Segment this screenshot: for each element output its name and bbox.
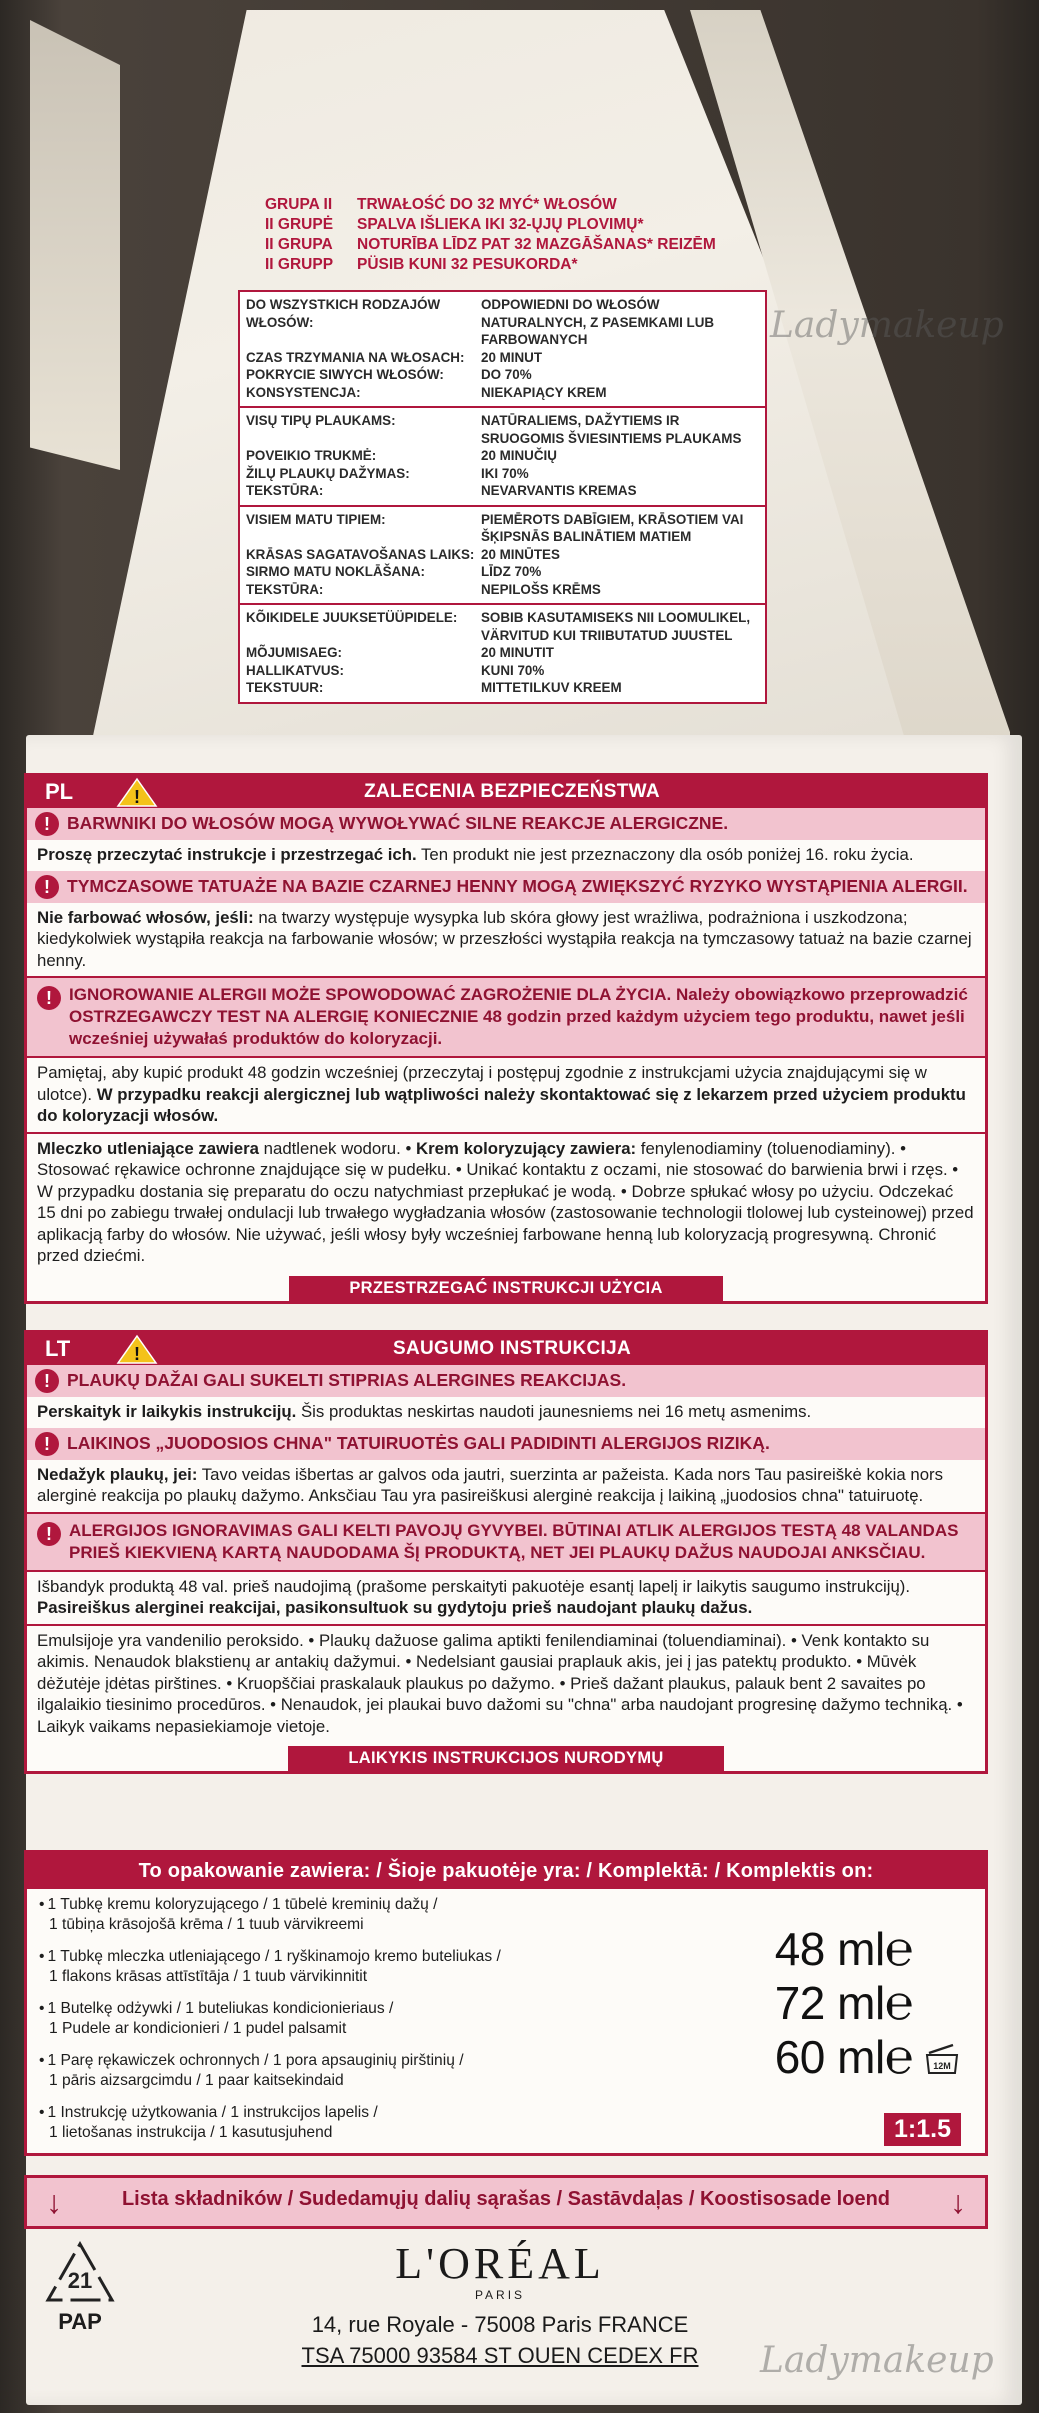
spec-label: SIRMO MATU NOKLĀŠANA: xyxy=(246,564,426,579)
paragraph xyxy=(27,1460,985,1512)
alert-text: IGNOROWANIE ALERGII MOŻE SPOWODOWAĆ ZAGROŻENIE DLA ŻYCIA. Należy obowiązkowo przeprowadzić OSTRZEGAWCZY TEST NA ALERGIĘ KONIECZNIE 48 godzin przed każdym użyciem tego produktu, nawet jeśli wcześniej używałaś produktów do koloryzacji. xyxy=(69,985,968,1048)
watermark: Ladymakeup xyxy=(760,2340,994,2381)
watermark: Ladymakeup xyxy=(770,305,1004,346)
item-line: 1 pāris aizsargcimdu / 1 paar kaitsekindaid xyxy=(49,2072,344,2089)
estimated-sign-icon: ℮ xyxy=(884,1977,913,2030)
paragraph-bold: Nie farbować włosów, jeśli: xyxy=(37,907,254,927)
paragraph-text: Šis produktas neskirtas naudoti jaunesniems nei 16 metų asmenims. xyxy=(296,1402,812,1421)
recycle-number: 21 xyxy=(67,2268,93,2293)
group-value: TRWAŁOŚĆ DO 32 MYĆ* WŁOSÓW xyxy=(357,196,617,213)
spec-label: MÕJUMISAEG: xyxy=(246,645,342,660)
spec-label: KRĀSAS SAGATAVOŠANAS LAIKS: xyxy=(246,546,475,562)
spec-label: POKRYCIE SIWYCH WŁOSÓW: xyxy=(246,367,444,382)
paragraph-bold: Mleczko utleniające zawiera xyxy=(37,1138,259,1158)
spec-value: MITTETILKUV KREEM xyxy=(481,680,622,695)
spec-block-et xyxy=(240,605,765,702)
group-key: II GRUPĖ xyxy=(265,216,334,233)
paragraph-bold: Krem koloryzujący zawiera: xyxy=(416,1138,637,1158)
language-code: PL xyxy=(45,779,74,804)
section-header xyxy=(27,1333,985,1365)
alert-text: ALERGIJOS IGNORAVIMAS GALI KELTI PAVOJŲ GYVYBEI. BŪTINAI ATLIK ALERGIJOS TESTĄ 48 VALANDAS PRIEŠ KIEKVIENĄ KARTĄ NAUDODAMA ŠĮ PRODUKTĄ, NET JEI PLAUKŲ DAŽUS NAUDOJAI ANKSČIAU. xyxy=(69,1520,959,1562)
paragraph xyxy=(27,1572,985,1624)
spec-value: 20 MINUČIŲ xyxy=(481,448,557,463)
paragraph-bold: Nedažyk plaukų, jei: xyxy=(37,1464,198,1484)
item-line: • 1 Tubkę mleczka utleniającego / 1 ryškinamojo kremo buteliukas / xyxy=(39,1947,659,1967)
exclamation-icon: ! xyxy=(35,812,59,836)
paragraph-bold: Proszę przeczytać instrukcje i przestrzegać ich. xyxy=(37,845,417,864)
spec-block-pl xyxy=(240,292,765,408)
spec-value: NEPILOŠS KRĒMS xyxy=(481,581,601,597)
item-line: • 1 Instrukcję użytkowania / 1 instrukcijos lapelis / xyxy=(39,2103,659,2123)
manufacturer-address-2: TSA 75000 93584 ST OUEN CEDEX FR xyxy=(301,2343,699,2368)
paragraph xyxy=(27,1397,985,1428)
contents-header: To opakowanie zawiera: / Šioje pakuotėje yra: / Komplektā: / Komplektis on: xyxy=(27,1853,985,1889)
section-header xyxy=(27,776,985,808)
technical-spec-table xyxy=(238,290,767,704)
group-value: SPALVA IŠLIEKA IKI 32-ŲJŲ PLOVIMŲ* xyxy=(357,216,644,233)
paragraph xyxy=(27,840,985,871)
list-item xyxy=(39,1947,659,1987)
spec-label: HALLIKATVUS: xyxy=(246,662,344,678)
paragraph-text: Ten produkt nie jest przeznaczony dla osób poniżej 16. roku życia. xyxy=(416,845,914,864)
footer-label: PRZESTRZEGAĆ INSTRUKCJI UŻYCIA xyxy=(289,1276,722,1301)
brand-logo: L'ORÉAL xyxy=(395,2239,605,2288)
recycle-code: PAP xyxy=(58,2309,102,2334)
group-key: GRUPA II xyxy=(265,196,333,213)
paragraph xyxy=(27,1134,985,1272)
spec-value: NATŪRALIEMS, DAŽYTIEMS IR SRUOGOMIS ŠVIESINTIEMS PLAUKAMS xyxy=(481,413,742,446)
spec-block-lt xyxy=(240,408,765,507)
spec-block-lv xyxy=(240,507,765,606)
alert-bar xyxy=(27,808,985,840)
section-title: ZALECENIA BEZPIECZEŃSTWA xyxy=(364,781,660,802)
item-line: 1 tūbiņa krāsojošā krēma / 1 tuub värvikreemi xyxy=(49,1916,364,1933)
spec-label: KÕIKIDELE JUUKSETÜÜPIDELE: xyxy=(246,610,458,625)
item-line: 1 lietošanas instrukcija / 1 kasutusjuhend xyxy=(49,2124,333,2141)
group-value: NOTURĪBA LĪDZ PAT 32 MAZGĀŠANAS* REIZĒM xyxy=(357,236,716,253)
spec-value: DO 70% xyxy=(481,367,532,382)
paragraph xyxy=(27,903,985,977)
warning-triangle-icon xyxy=(115,776,159,808)
estimated-sign-icon: ℮ xyxy=(884,2031,913,2084)
volume-value: 60 ml xyxy=(774,2031,885,2083)
paragraph-text: na twarzy występuje wysypka lub skóra głowy jest wrażliwa, podrażniona i uszkodzona; kiedykolwiek wystąpiła reakcja na farbowanie włosów; w przeszłości wystąpiła reakcja na tymczasowy tatuaż na bazie czarnej henny. xyxy=(37,907,972,970)
svg-text:!: ! xyxy=(134,1344,140,1364)
item-line: 1 flakons krāsas attīstītāja / 1 tuub värvikinnitit xyxy=(49,1968,368,1985)
pao-months: 12M xyxy=(933,2061,951,2071)
paragraph-text: Tavo veidas išbertas ar galvos oda jautri, suerzinta ar pažeista. Kada nors Tau pasireiškė kokia nors alerginė reakcija po plaukų dažymo. Anksčiau Tau yra pasireiškusi alerginė reakcija į laikiną „juodosios chna" tatuiruotę. xyxy=(37,1464,944,1505)
volume-conditioner xyxy=(683,2031,913,2084)
paragraph-bold: W przypadku reakcji alergicznej lub wątpliwości należy skontaktować się z lekarzem przed użyciem produktu do koloryzacji włosów. xyxy=(37,1084,966,1125)
paragraph xyxy=(27,1058,985,1132)
spec-value: 20 MINUT xyxy=(481,349,543,365)
exclamation-icon: ! xyxy=(35,1369,59,1393)
manufacturer-address: 14, rue Royale - 75008 Paris FRANCE xyxy=(311,2312,689,2337)
alert-text: PLAUKŲ DAŽAI GALI SUKELTI STIPRIAS ALERGINES REAKCIJAS. xyxy=(67,1370,627,1390)
paragraph-text: Išbandyk produktą 48 val. prieš naudojimą (prašome perskaityti pakuotėje esantį lapelį ir laikytis saugumo instrukcijų). xyxy=(37,1576,911,1596)
spec-label: TEKSTŪRA: xyxy=(246,483,324,498)
mix-ratio-badge: 1:1.5 xyxy=(884,2113,961,2146)
spec-value: IKI 70% xyxy=(481,465,529,481)
alert-bar-critical xyxy=(27,1514,985,1570)
paragraph-bold: Perskaityk ir laikykis instrukcijų. xyxy=(37,1402,297,1421)
alert-text: TYMCZASOWE TATUAŻE NA BAZIE CZARNEJ HENNY MOGĄ ZWIĘKSZYĆ RYZYKO WYSTĄPIENIA ALERGII. xyxy=(67,875,968,896)
group-key: II GRUPP xyxy=(265,256,334,273)
spec-label: ŽILŲ PLAUKŲ DAŽYMAS: xyxy=(246,465,410,481)
group-value: PÜSIB KUNI 32 PESUKORDA* xyxy=(357,256,578,273)
spec-label: TEKSTUUR: xyxy=(246,680,324,695)
item-line: • 1 Butelkę odżywki / 1 buteliukas kondicionieriaus / xyxy=(39,1999,659,2019)
arrow-down-icon: ↓ xyxy=(950,2184,966,2220)
spec-value: LĪDZ 70% xyxy=(481,564,542,579)
footer-label: LAIKYKIS INSTRUKCIJOS NURODYMŲ xyxy=(288,1746,723,1771)
exclamation-icon: ! xyxy=(35,875,59,899)
ingredients-bar xyxy=(24,2175,988,2229)
spec-value: ODPOWIEDNI DO WŁOSÓW NATURALNYCH, Z PASEMKAMI LUB FARBOWANYCH xyxy=(481,297,715,347)
contents-list xyxy=(39,1895,973,2145)
list-item xyxy=(39,1895,659,1935)
item-line: • 1 Parę rękawiczek ochronnych / 1 pora apsauginių pirštinių / xyxy=(39,2051,659,2071)
spec-value: SOBIB KASUTAMISEKS NII LOOMULIKEL, VÄRVITUD KUI TRIIBUTATUD JUUSTEL xyxy=(481,610,751,643)
exclamation-icon: ! xyxy=(37,1522,61,1546)
volume-value: 48 ml xyxy=(774,1923,885,1975)
spec-label: DO WSZYSTKICH RODZAJÓW WŁOSÓW: xyxy=(246,297,441,330)
alert-bar xyxy=(27,1365,985,1397)
spec-label: VISIEM MATU TIPIEM: xyxy=(246,511,386,527)
spec-value: PIEMĒROTS DABĪGIEM, KRĀSOTIEM VAI ŠĶIPSNĀS BALINĀTIEM MATIEM xyxy=(481,511,744,544)
item-line: • 1 Tubkę kremu koloryzującego / 1 tūbelė kreminių dažų / xyxy=(39,1895,659,1915)
list-item xyxy=(39,2051,659,2091)
group-key: II GRUPA xyxy=(265,236,333,253)
svg-text:!: ! xyxy=(134,787,140,807)
volume-developer xyxy=(683,1977,913,2030)
paragraph-text: fenylenodiaminy (toluenodiaminy). • Stosować rękawice ochronne znajdujące się w pudełku. • Unikać kontaktu z oczami, nie stosować do barwienia brwi i rzęs. • W przypadku dostania się preparatu do oczu natychmiast przepłukać je wodą. • Dobrze spłukać włosy po użyciu. Odczekać 15 dni po zabiegu trwałej ondulacji lub trwałego wygładzania włosów (zastosowanie technologii tlolowej lub cysteinowej) przed aplikacją farby do włosów. Nie używać, jeśli włosy były wcześniej farbowane henną lub koloryzacją progresywną. Chronić przed dziećmi. xyxy=(37,1138,974,1265)
spec-label: POVEIKIO TRUKMĖ: xyxy=(246,448,377,463)
section-title: SAUGUMO INSTRUKCIJA xyxy=(393,1338,631,1359)
spec-value: KUNI 70% xyxy=(481,662,545,678)
spec-label: TEKSTŪRA: xyxy=(246,581,324,597)
paragraph-text: Emulsijoje yra vandenilio peroksido. • Plaukų dažuose galima aptikti fenilendiaminai (toluendiaminai). • Venk kontakto su akimis. Nenaudok blakstienų ar antakių dažymui. • Nedelsiant gausiai praplauk akis, jei į jas patektų produkto. • Mūvėk dėžutėje įdėtas pirštines. • Kruopščiai praskalauk plaukus po dažymo. • Prieš dažant plaukus, palauk bent 2 savaites po ilgalaikio tiesinimo procedūros. • Nenaudok, jei plaukai buvo dažomi su "chna" arba naudojant progresinę dažymo techniką. • Laikyk vaikams nepasiekiamoje vietoje. xyxy=(37,1630,963,1736)
spec-value: NEVARVANTIS KREMAS xyxy=(481,483,637,498)
alert-bar xyxy=(27,1428,985,1460)
volume-colorant xyxy=(683,1923,913,1976)
section-footer xyxy=(27,1746,985,1771)
language-code: LT xyxy=(45,1336,71,1361)
spec-value: 20 MINUTIT xyxy=(481,645,554,660)
safety-section-pl xyxy=(24,773,988,1304)
alert-text: LAIKINOS „JUODOSIOS CHNA" TATUIRUOTĖS GALI PADIDINTI ALERGIJOS RIZIKĄ. xyxy=(67,1432,770,1453)
package-contents xyxy=(24,1850,988,2156)
paragraph xyxy=(27,1626,985,1743)
box-left-flap xyxy=(30,20,120,470)
exclamation-icon: ! xyxy=(35,1432,59,1456)
alert-bar xyxy=(27,871,985,903)
warning-triangle-icon xyxy=(115,1333,159,1365)
spec-value: NIEKAPIĄCY KREM xyxy=(481,384,607,400)
permanence-groups xyxy=(265,195,745,275)
spec-value: 20 MINŪTES xyxy=(481,546,560,562)
paragraph-text: Pamiętaj, aby kupić produkt 48 godzin wcześniej (przeczytaj i postępuj zgodnie z instrukcjami użycia znajdującymi się w ulotce). xyxy=(37,1063,927,1104)
volume-value: 72 ml xyxy=(774,1977,885,2029)
paragraph-text: nadtlenek wodoru. • xyxy=(258,1138,416,1158)
alert-bar-critical xyxy=(27,978,985,1056)
open-jar-pao-icon xyxy=(923,2043,961,2075)
safety-section-lt xyxy=(24,1330,988,1774)
section-footer xyxy=(27,1276,985,1301)
ingredients-label: Lista składników / Sudedamųjų dalių sąrašas / Sastāvdaļas / Koostisosade loend xyxy=(121,2188,891,2210)
brand-city: PARIS xyxy=(474,2288,526,2302)
spec-label: KONSYSTENCJA: xyxy=(246,384,361,400)
item-line: 1 Pudele ar kondicionieri / 1 pudel palsamit xyxy=(49,2020,347,2037)
arrow-down-icon: ↓ xyxy=(46,2184,62,2220)
alert-text: BARWNIKI DO WŁOSÓW MOGĄ WYWOŁYWAĆ SILNE REAKCJE ALERGICZNE. xyxy=(67,813,729,833)
spec-label: VISŲ TIPŲ PLAUKAMS: xyxy=(246,413,396,428)
spec-label: CZAS TRZYMANIA NA WŁOSACH: xyxy=(246,349,465,365)
list-item xyxy=(39,1999,659,2039)
paragraph-bold: Pasireiškus alerginei reakcijai, pasikonsultuok su gydytoju prieš naudojant plaukų dažus. xyxy=(37,1598,753,1617)
estimated-sign-icon: ℮ xyxy=(884,1923,913,1976)
list-item xyxy=(39,2103,659,2143)
exclamation-icon: ! xyxy=(37,986,61,1010)
